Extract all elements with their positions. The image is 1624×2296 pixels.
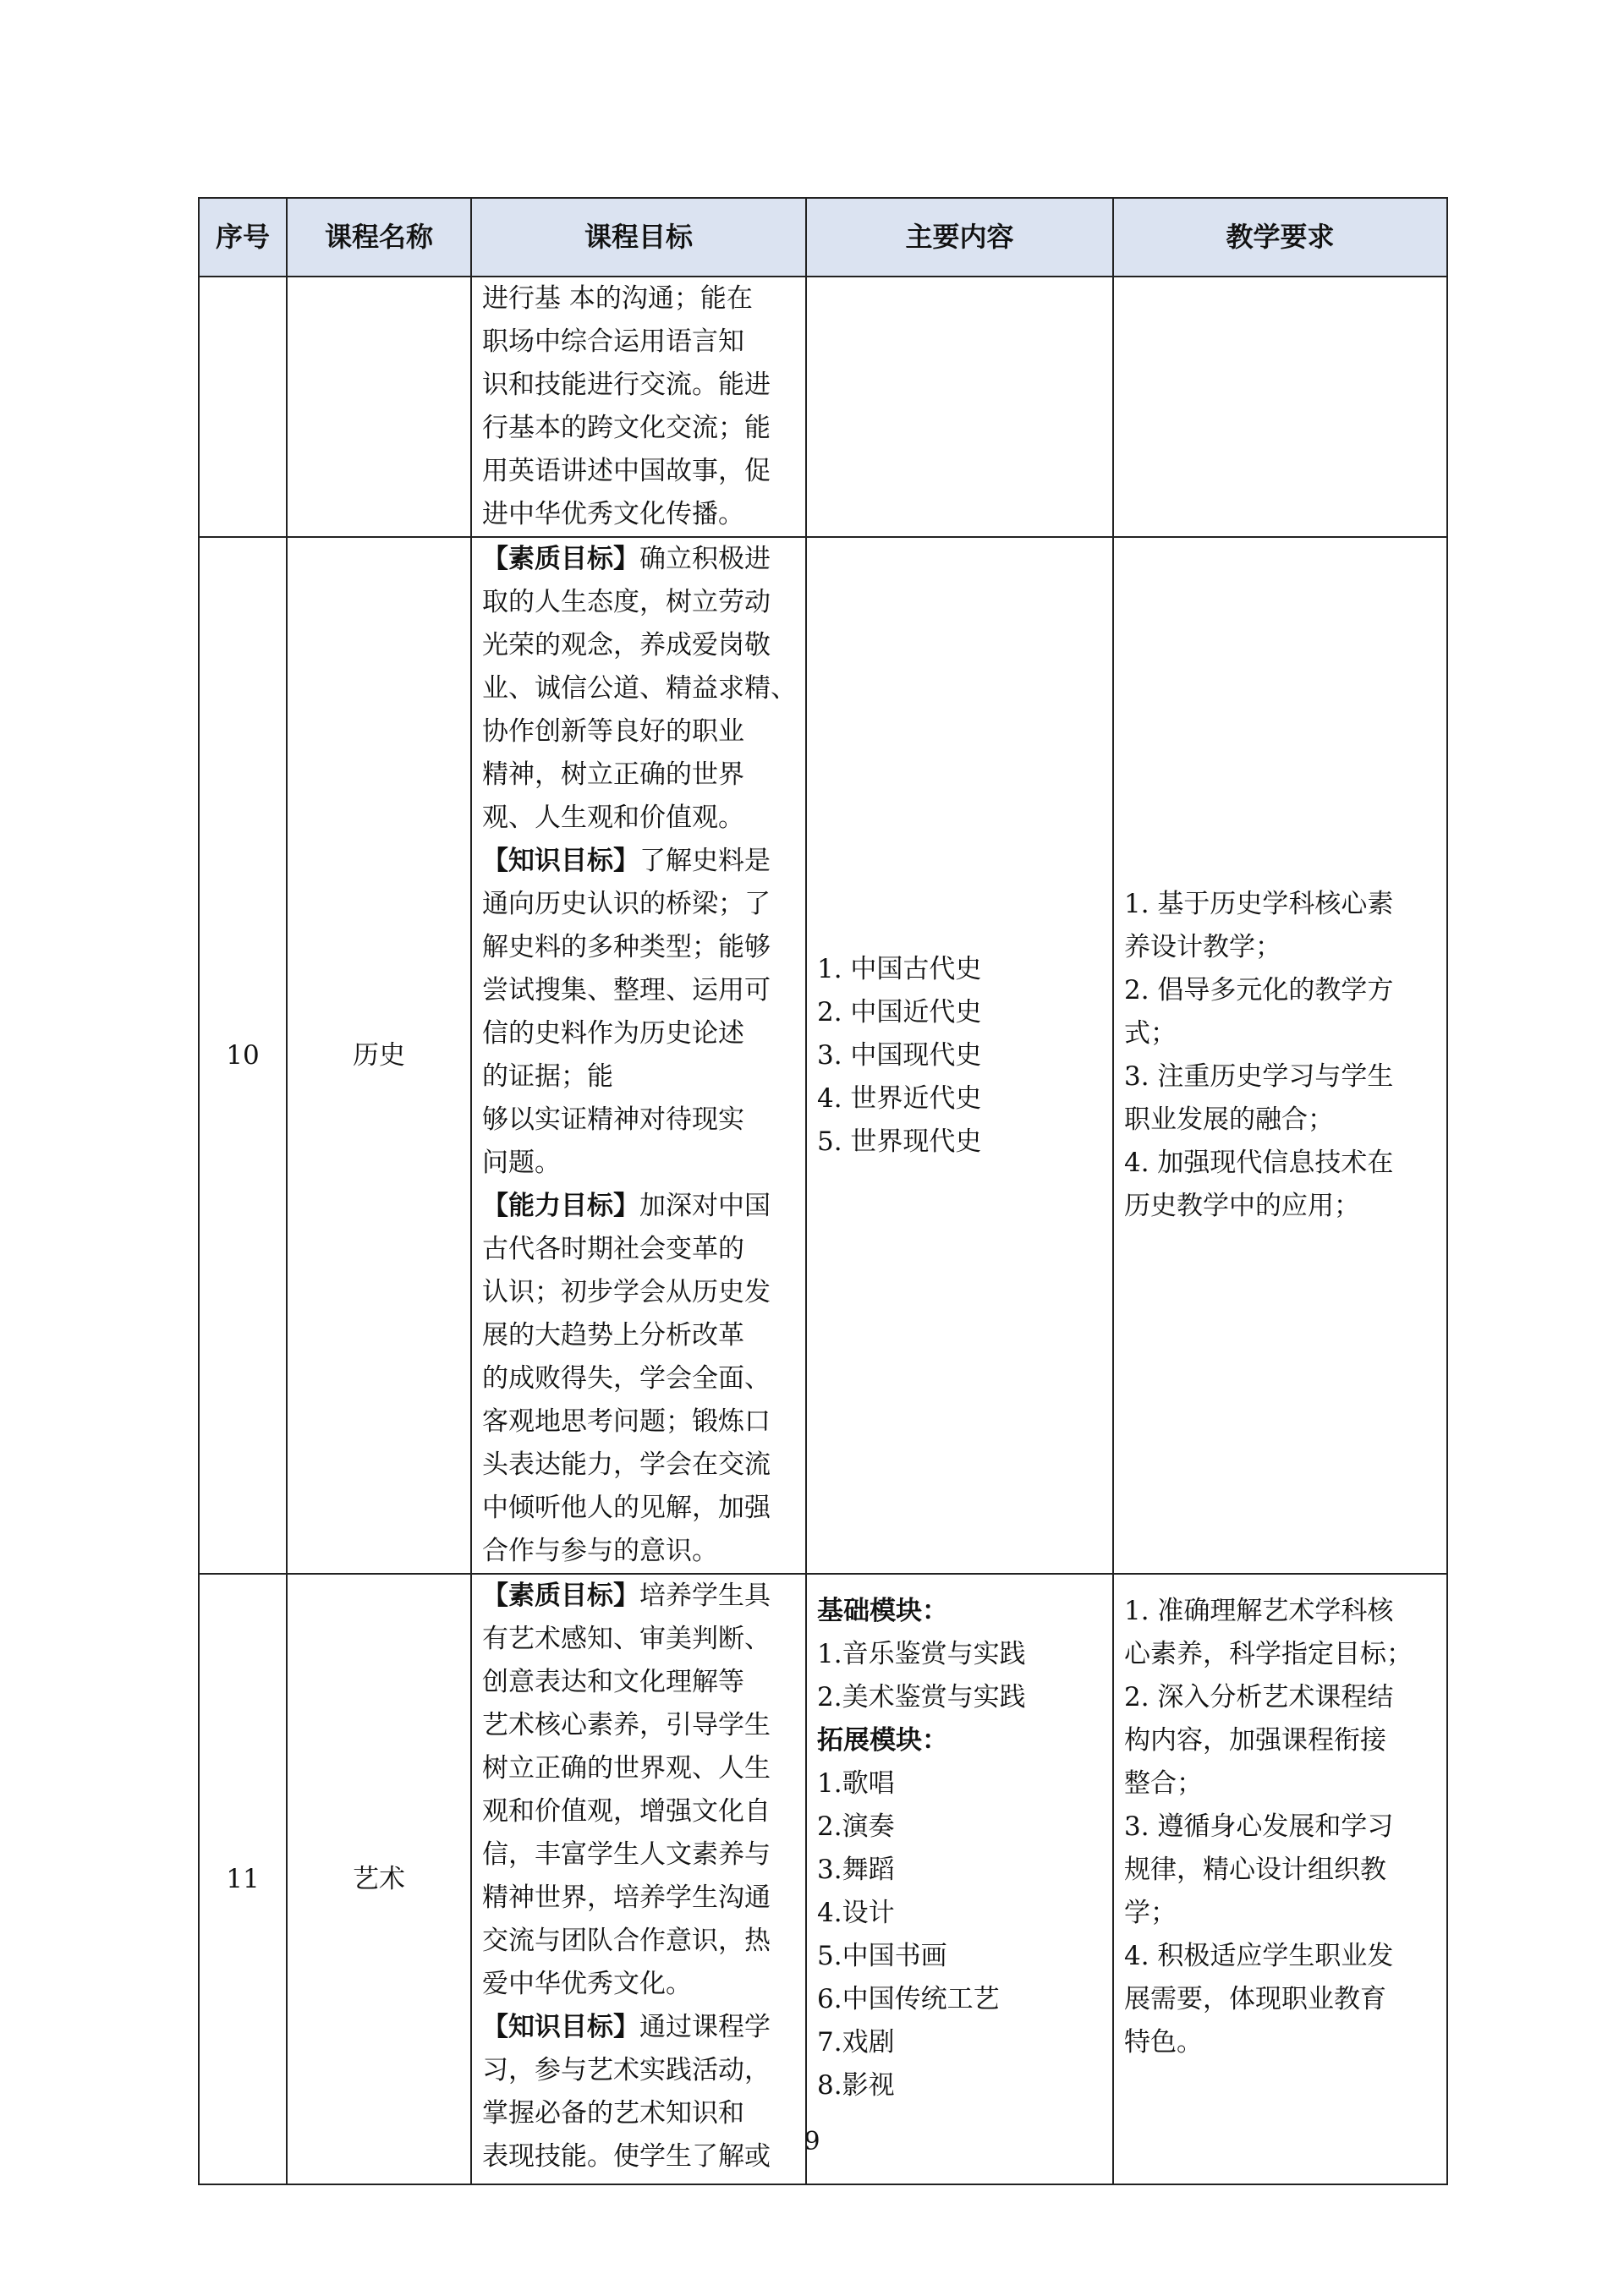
goal-line: 识和技能进行交流。能进	[482, 370, 771, 400]
cell-no	[199, 277, 287, 537]
ability-goal-tag: 【能力目标】	[482, 1191, 639, 1221]
goal-line: 表现技能。使学生了解或	[482, 2141, 771, 2172]
requirement-line: 职业发展的融合；	[1124, 1104, 1334, 1135]
requirement-line: 1. 准确理解艺术学科核	[1124, 1596, 1394, 1626]
content-item: 8.影视	[817, 2070, 895, 2101]
goal-line: 认识；初步学会从历史发	[482, 1277, 771, 1307]
cell-goal	[471, 1574, 806, 2184]
cell-requirements	[1113, 277, 1447, 537]
goal-line: 进行基 本的沟通；能在	[482, 283, 753, 314]
content-item: 5. 世界现代史	[817, 1126, 982, 1157]
requirement-line: 展需要，体现职业教育	[1124, 1984, 1386, 2014]
goal-line: 业、诚信公道、精益求精、	[482, 673, 797, 704]
cell-no: 10	[199, 537, 287, 1574]
goal-line: 中倾听他人的见解，加强	[482, 1493, 771, 1523]
goal-line: 【素质目标】确立积极进	[482, 544, 771, 574]
goal-line: 够以实证精神对待现实	[482, 1104, 744, 1135]
cell-goal	[471, 277, 806, 537]
goal-line: 客观地思考问题；锻炼口	[482, 1406, 771, 1437]
header-course-goal: 课程目标	[471, 198, 806, 277]
requirement-line: 2. 深入分析艺术课程结	[1124, 1682, 1394, 1712]
goal-line: 习，参与艺术实践活动，	[482, 2055, 771, 2085]
requirement-line: 特色。	[1124, 2027, 1203, 2058]
cell-content	[806, 1574, 1113, 2184]
cell-goal	[471, 537, 806, 1574]
knowledge-goal-tag: 【知识目标】	[482, 2012, 639, 2042]
table-row-history	[199, 537, 1447, 1574]
goal-line: 通向历史认识的桥梁；了	[482, 889, 771, 919]
goal-line: 树立正确的世界观、人生	[482, 1753, 771, 1784]
goal-line: 职场中综合运用语言知	[482, 326, 744, 357]
requirement-line: 养设计教学；	[1124, 932, 1281, 962]
goal-line: 【能力目标】加深对中国	[482, 1191, 771, 1221]
basic-module-title: 基础模块：	[817, 1596, 948, 1626]
goal-line: 行基本的跨文化交流；能	[482, 413, 771, 443]
goal-line: 【素质目标】培养学生具	[482, 1581, 771, 1611]
extension-module-title: 拓展模块：	[817, 1725, 948, 1756]
content-item: 2. 中国近代史	[817, 996, 982, 1027]
cell-name	[287, 277, 471, 537]
goal-line: 协作创新等良好的职业	[482, 716, 744, 747]
goal-line: 取的人生态度，树立劳动	[482, 587, 771, 617]
goal-line: 观、人生观和价值观。	[482, 803, 744, 833]
header-row	[199, 198, 1447, 277]
cell-requirements	[1113, 537, 1447, 1574]
goal-line: 爱中华优秀文化。	[482, 1969, 692, 1999]
content-item: 4. 世界近代史	[817, 1082, 982, 1114]
requirement-line: 4. 加强现代信息技术在	[1124, 1148, 1394, 1178]
cell-content	[806, 537, 1113, 1574]
goal-line: 光荣的观念，养成爱岗敬	[482, 630, 771, 660]
content-item: 3.舞蹈	[817, 1855, 895, 1885]
goal-line: 观和价值观，增强文化自	[482, 1796, 771, 1827]
goal-line: 精神，树立正确的世界	[482, 759, 744, 790]
quality-goal-tag: 【素质目标】	[482, 544, 639, 574]
goal-line: 【知识目标】通过课程学	[482, 2012, 771, 2042]
goal-line: 合作与参与的意识。	[482, 1536, 718, 1566]
goal-line: 用英语讲述中国故事，促	[482, 456, 771, 486]
goal-line: 的成败得失，学会全面、	[482, 1363, 771, 1394]
goal-line: 艺术核心素养，引导学生	[482, 1710, 771, 1740]
goal-line: 掌握必备的艺术知识和	[482, 2098, 744, 2129]
requirement-line: 学；	[1124, 1898, 1177, 1928]
requirement-line: 式；	[1124, 1018, 1177, 1049]
goal-line: 古代各时期社会变革的	[482, 1234, 744, 1264]
content-item: 2.演奏	[817, 1811, 895, 1842]
goal-line: 创意表达和文化理解等	[482, 1667, 744, 1697]
requirement-line: 4. 积极适应学生职业发	[1124, 1941, 1394, 1971]
requirement-line: 2. 倡导多元化的教学方	[1124, 975, 1394, 1006]
requirement-line: 整合；	[1124, 1768, 1203, 1799]
header-course-name: 课程名称	[287, 198, 471, 277]
content-item: 1. 中国古代史	[817, 953, 982, 984]
course-table	[198, 197, 1448, 2185]
requirement-line: 构内容，加强课程衔接	[1124, 1725, 1386, 1756]
goal-line: 头表达能力，学会在交流	[482, 1449, 771, 1480]
content-item: 2.美术鉴赏与实践	[817, 1682, 1026, 1712]
goal-line: 交流与团队合作意识，热	[482, 1926, 771, 1956]
goal-line: 信的史料作为历史论述	[482, 1018, 744, 1049]
header-no: 序号	[199, 198, 287, 277]
goal-line: 解史料的多种类型；能够	[482, 932, 771, 962]
content-item: 1.歌唱	[817, 1768, 895, 1799]
content-item: 1.音乐鉴赏与实践	[817, 1639, 1026, 1669]
header-main-content: 主要内容	[806, 198, 1113, 277]
goal-line: 尝试搜集、整理、运用可	[482, 975, 771, 1006]
requirement-line: 1. 基于历史学科核心素	[1124, 889, 1394, 919]
requirement-line: 历史教学中的应用；	[1124, 1191, 1360, 1221]
content-item: 4.设计	[817, 1898, 895, 1928]
cell-name: 历史	[287, 537, 471, 1574]
cell-no: 11	[199, 1574, 287, 2184]
table-row-continued	[199, 277, 1447, 537]
quality-goal-tag: 【素质目标】	[482, 1581, 639, 1611]
requirement-line: 3. 注重历史学习与学生	[1124, 1061, 1394, 1092]
content-item: 7.戏剧	[817, 2027, 895, 2058]
table-row-art	[199, 1574, 1447, 2184]
goal-line: 进中华优秀文化传播。	[482, 499, 744, 529]
content-item: 5.中国书画	[817, 1941, 947, 1971]
cell-requirements	[1113, 1574, 1447, 2184]
cell-content	[806, 277, 1113, 537]
content-item: 6.中国传统工艺	[817, 1984, 1000, 2014]
cell-name: 艺术	[287, 1574, 471, 2184]
goal-line: 信，丰富学生人文素养与	[482, 1839, 771, 1870]
requirement-line: 心素养，科学指定目标；	[1124, 1639, 1413, 1669]
page-number: 9	[804, 2127, 820, 2156]
goal-line: 精神世界，培养学生沟通	[482, 1882, 771, 1913]
knowledge-goal-tag: 【知识目标】	[482, 846, 639, 876]
requirement-line: 3. 遵循身心发展和学习	[1124, 1811, 1394, 1842]
goal-line: 【知识目标】了解史料是	[482, 846, 771, 876]
content-item: 3. 中国现代史	[817, 1039, 982, 1071]
goal-line: 有艺术感知、审美判断、	[482, 1624, 771, 1654]
goal-line: 的证据；能	[482, 1061, 613, 1092]
header-teaching-requirements: 教学要求	[1113, 198, 1447, 277]
goal-line: 问题。	[482, 1148, 561, 1178]
goal-line: 展的大趋势上分析改革	[482, 1320, 744, 1351]
requirement-line: 规律，精心设计组织教	[1124, 1855, 1386, 1885]
